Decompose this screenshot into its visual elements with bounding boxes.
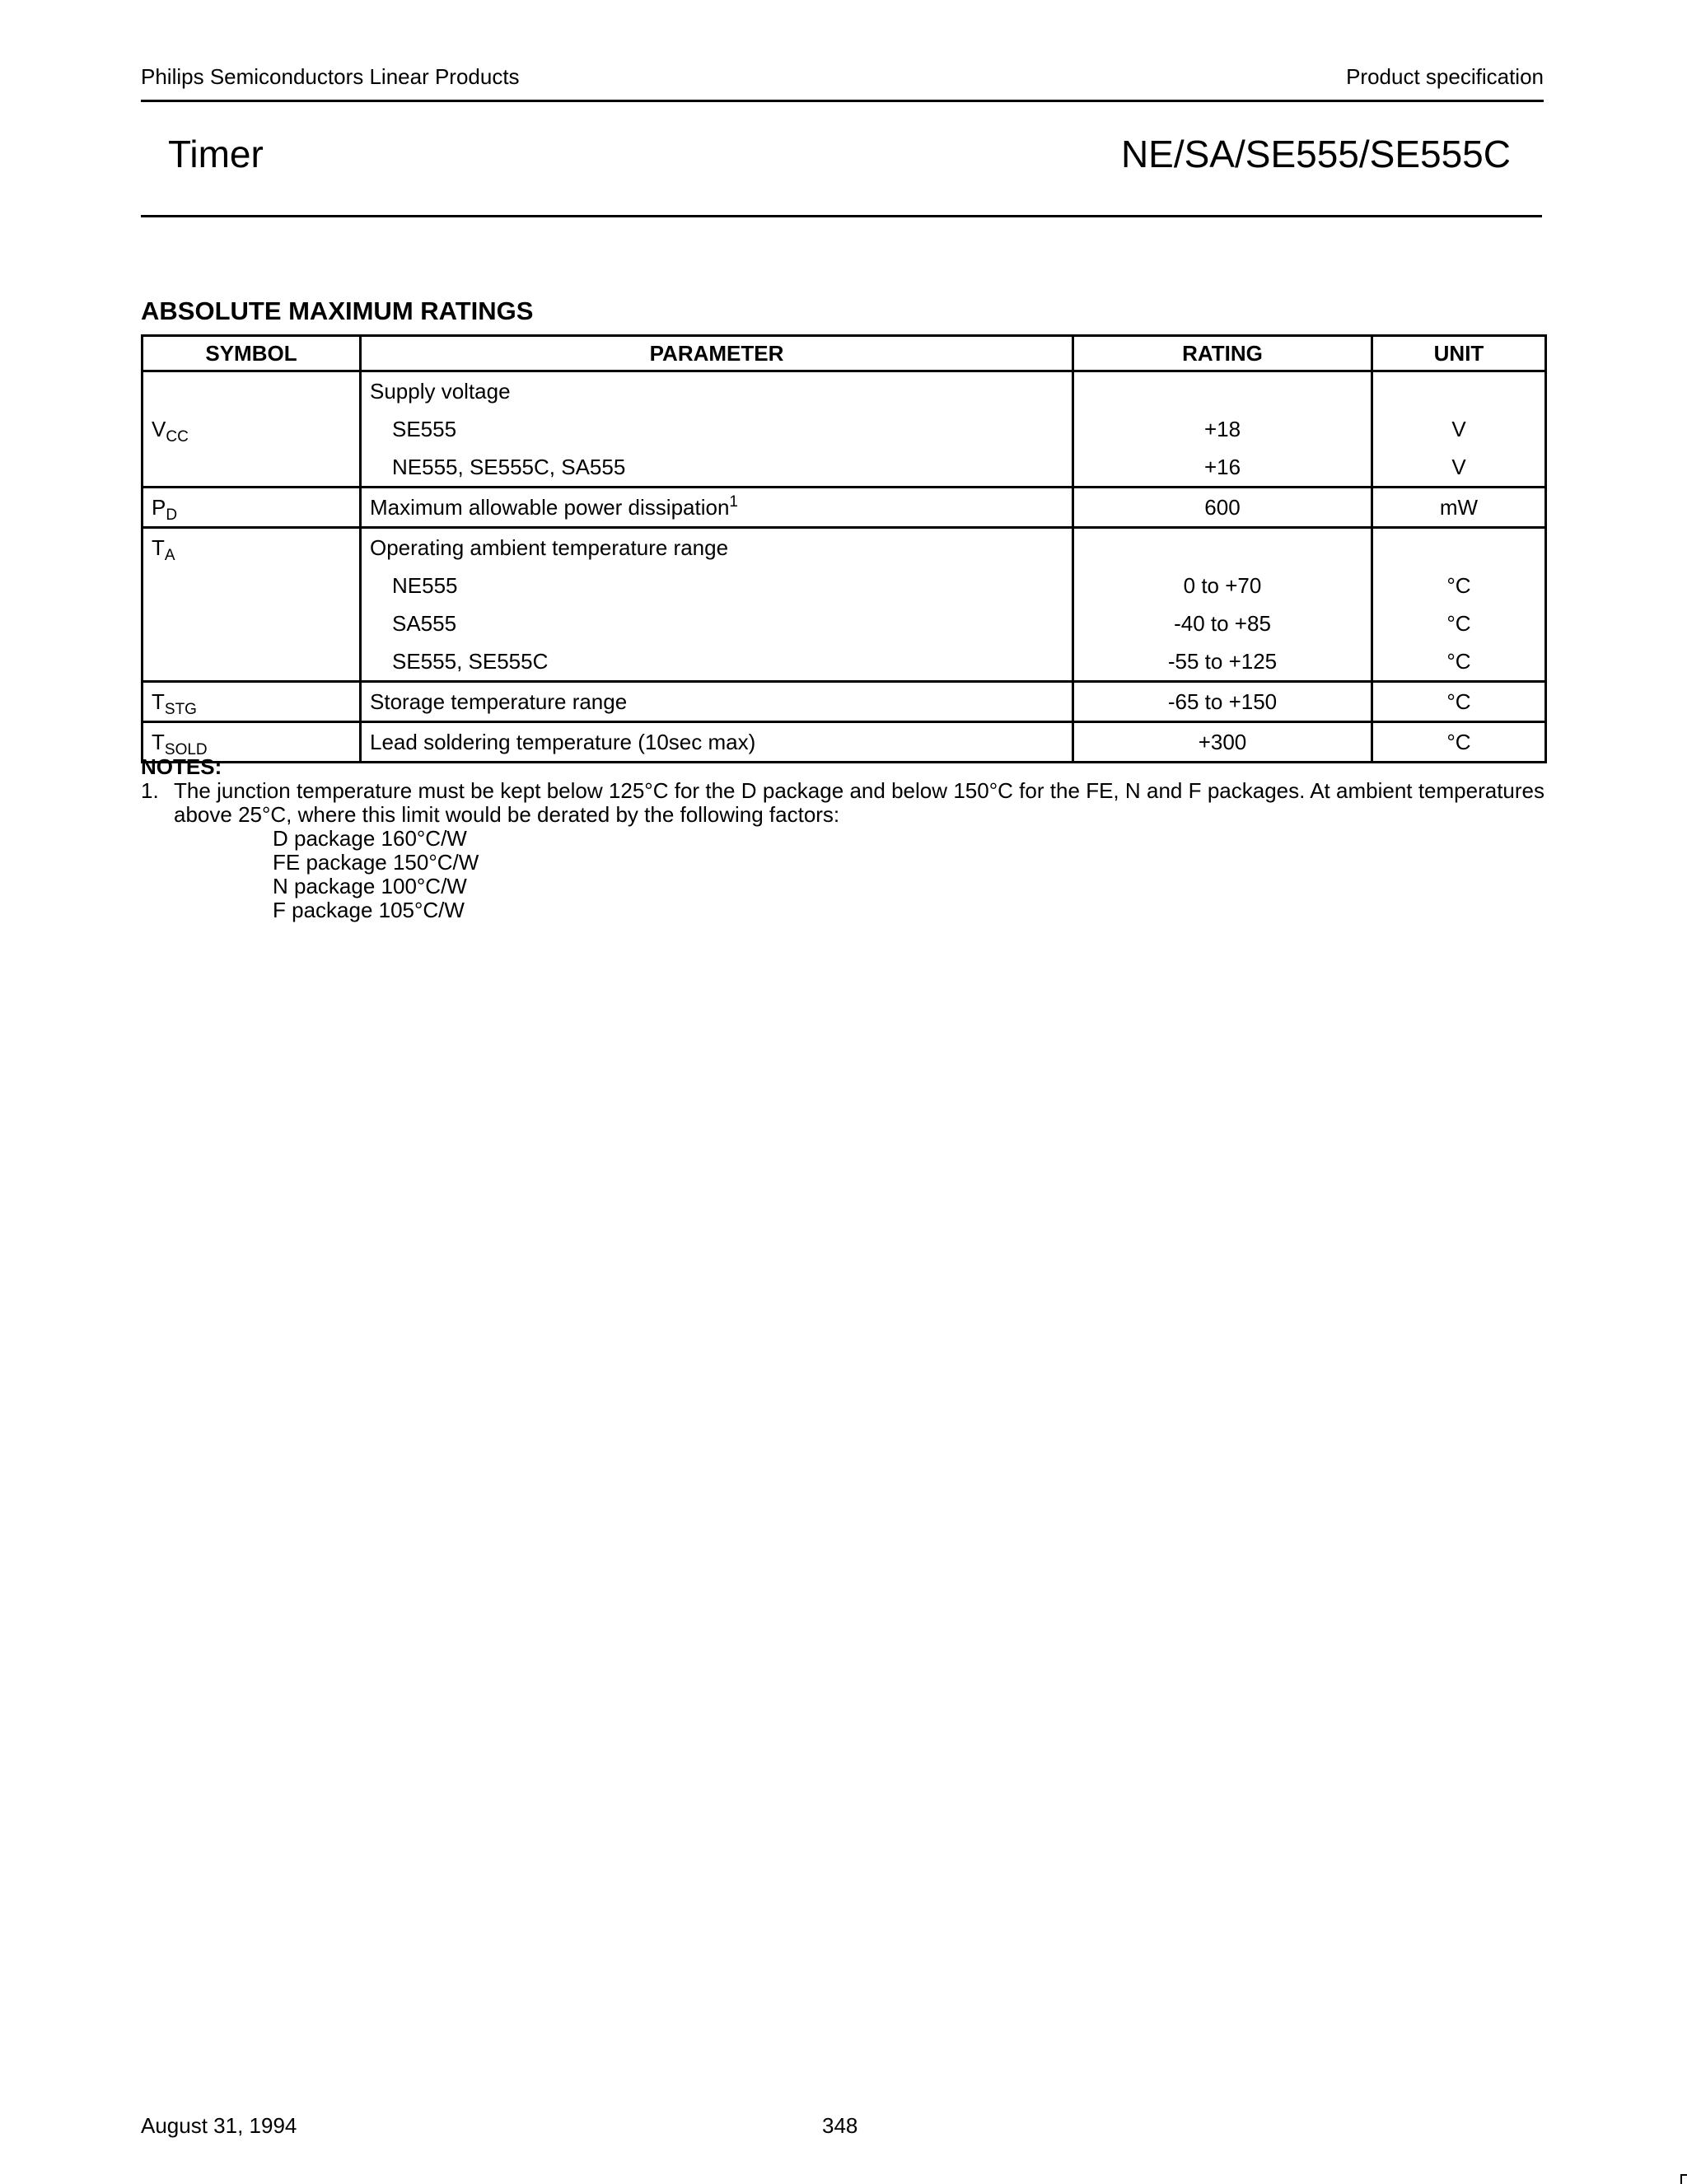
rating-value: 600 — [1204, 495, 1241, 520]
parameter-text: SE555, SE555C — [392, 649, 549, 674]
parameter-cell — [361, 682, 1073, 722]
header-parameter: PARAMETER — [361, 336, 1073, 371]
table-header-row — [143, 336, 1546, 371]
symbol-subscript: SOLD — [164, 741, 208, 758]
page-number: 348 — [822, 2113, 858, 2138]
ratings-table — [141, 334, 1547, 763]
rating-cell — [1073, 528, 1372, 682]
symbol-base: T — [152, 535, 165, 560]
derating-factor: D package 160°C/W — [273, 826, 467, 851]
symbol-subscript: STG — [164, 701, 197, 718]
section-title: ABSOLUTE MAXIMUM RATINGS — [141, 296, 534, 325]
symbol-base: T — [152, 730, 165, 754]
rating-value: 0 to +70 — [1183, 573, 1262, 598]
unit-value: °C — [1446, 611, 1471, 636]
symbol-subscript: A — [164, 547, 175, 564]
part-numbers: NE/SA/SE555/SE555C — [1120, 133, 1511, 175]
parameter-text: Operating ambient temperature range — [370, 535, 729, 560]
note-text: The junction temperature must be kept below 125°C for the D package and below 150°C for the FE, N and F packages. At ambient temperatures above 25°C, where this limit would be derated by the following factors: — [174, 778, 1544, 827]
unit-value: V — [1451, 417, 1466, 441]
symbol-subscript: D — [166, 506, 178, 524]
symbol-base: P — [152, 495, 166, 520]
footnote-ref: 1 — [729, 493, 738, 511]
rating-value — [1074, 372, 1371, 410]
parameter-text: Maximum allowable power dissipation — [370, 495, 730, 520]
table-row-pd — [143, 488, 1546, 528]
parameter-text: SE555 — [392, 417, 457, 441]
derating-factors — [174, 827, 1544, 922]
parameter-text: SA555 — [392, 611, 457, 636]
page-title: Timer — [168, 133, 264, 175]
table-row-ta — [143, 528, 1546, 682]
parameter-text: Lead soldering temperature (10sec max) — [370, 730, 756, 754]
unit-cell — [1372, 488, 1546, 528]
note-item — [141, 779, 1544, 922]
unit-value: °C — [1446, 649, 1471, 674]
notes-block — [141, 755, 1544, 922]
unit-cell — [1372, 528, 1546, 682]
unit-value: °C — [1446, 573, 1471, 598]
symbol-cell — [143, 682, 361, 722]
notes-title: NOTES: — [141, 754, 222, 779]
rating-cell — [1073, 488, 1372, 528]
unit-value: °C — [1446, 730, 1471, 754]
rating-value: -55 to +125 — [1167, 649, 1278, 674]
header-rule — [141, 100, 1544, 102]
derating-factor: F package 105°C/W — [273, 898, 465, 922]
header-unit: UNIT — [1372, 336, 1546, 371]
crop-mark — [1680, 2174, 1687, 2184]
parameter-cell — [361, 528, 1073, 682]
unit-value — [1373, 372, 1544, 410]
symbol-cell — [143, 371, 361, 488]
title-rule — [141, 215, 1542, 217]
header-company: Philips Semiconductors Linear Products — [141, 64, 520, 89]
parameter-text: NE555, SE555C, SA555 — [392, 455, 626, 479]
rating-cell — [1073, 682, 1372, 722]
table-row-vcc — [143, 371, 1546, 488]
parameter-text: NE555 — [392, 573, 458, 598]
unit-value: mW — [1439, 495, 1479, 520]
parameter-cell — [361, 371, 1073, 488]
unit-value: °C — [1446, 689, 1471, 714]
derating-factor: FE package 150°C/W — [273, 850, 479, 875]
unit-value: V — [1451, 455, 1466, 479]
unit-cell — [1372, 371, 1546, 488]
symbol-base: V — [152, 417, 166, 441]
rating-value: +300 — [1198, 730, 1247, 754]
parameter-text: Supply voltage — [370, 379, 511, 404]
symbol-subscript: CC — [166, 428, 189, 446]
note-number: 1. — [141, 778, 159, 803]
rating-value: -65 to +150 — [1167, 689, 1278, 714]
table-row-tstg — [143, 682, 1546, 722]
unit-cell — [1372, 682, 1546, 722]
rating-value: +18 — [1203, 417, 1241, 441]
rating-cell — [1073, 371, 1372, 488]
rating-value: +16 — [1203, 455, 1241, 479]
symbol-cell — [143, 488, 361, 528]
parameter-text: Storage temperature range — [370, 689, 628, 714]
rating-value: -40 to +85 — [1174, 611, 1271, 636]
parameter-cell — [361, 488, 1073, 528]
header-doc-type: Product specification — [1346, 64, 1544, 89]
header-rating: RATING — [1073, 336, 1372, 371]
footer-date: August 31, 1994 — [141, 2113, 297, 2138]
symbol-cell — [143, 528, 361, 682]
derating-factor: N package 100°C/W — [273, 874, 467, 898]
unit-value — [1373, 529, 1544, 567]
rating-value — [1074, 529, 1371, 567]
symbol-base: T — [152, 689, 165, 714]
header-symbol: SYMBOL — [143, 336, 361, 371]
